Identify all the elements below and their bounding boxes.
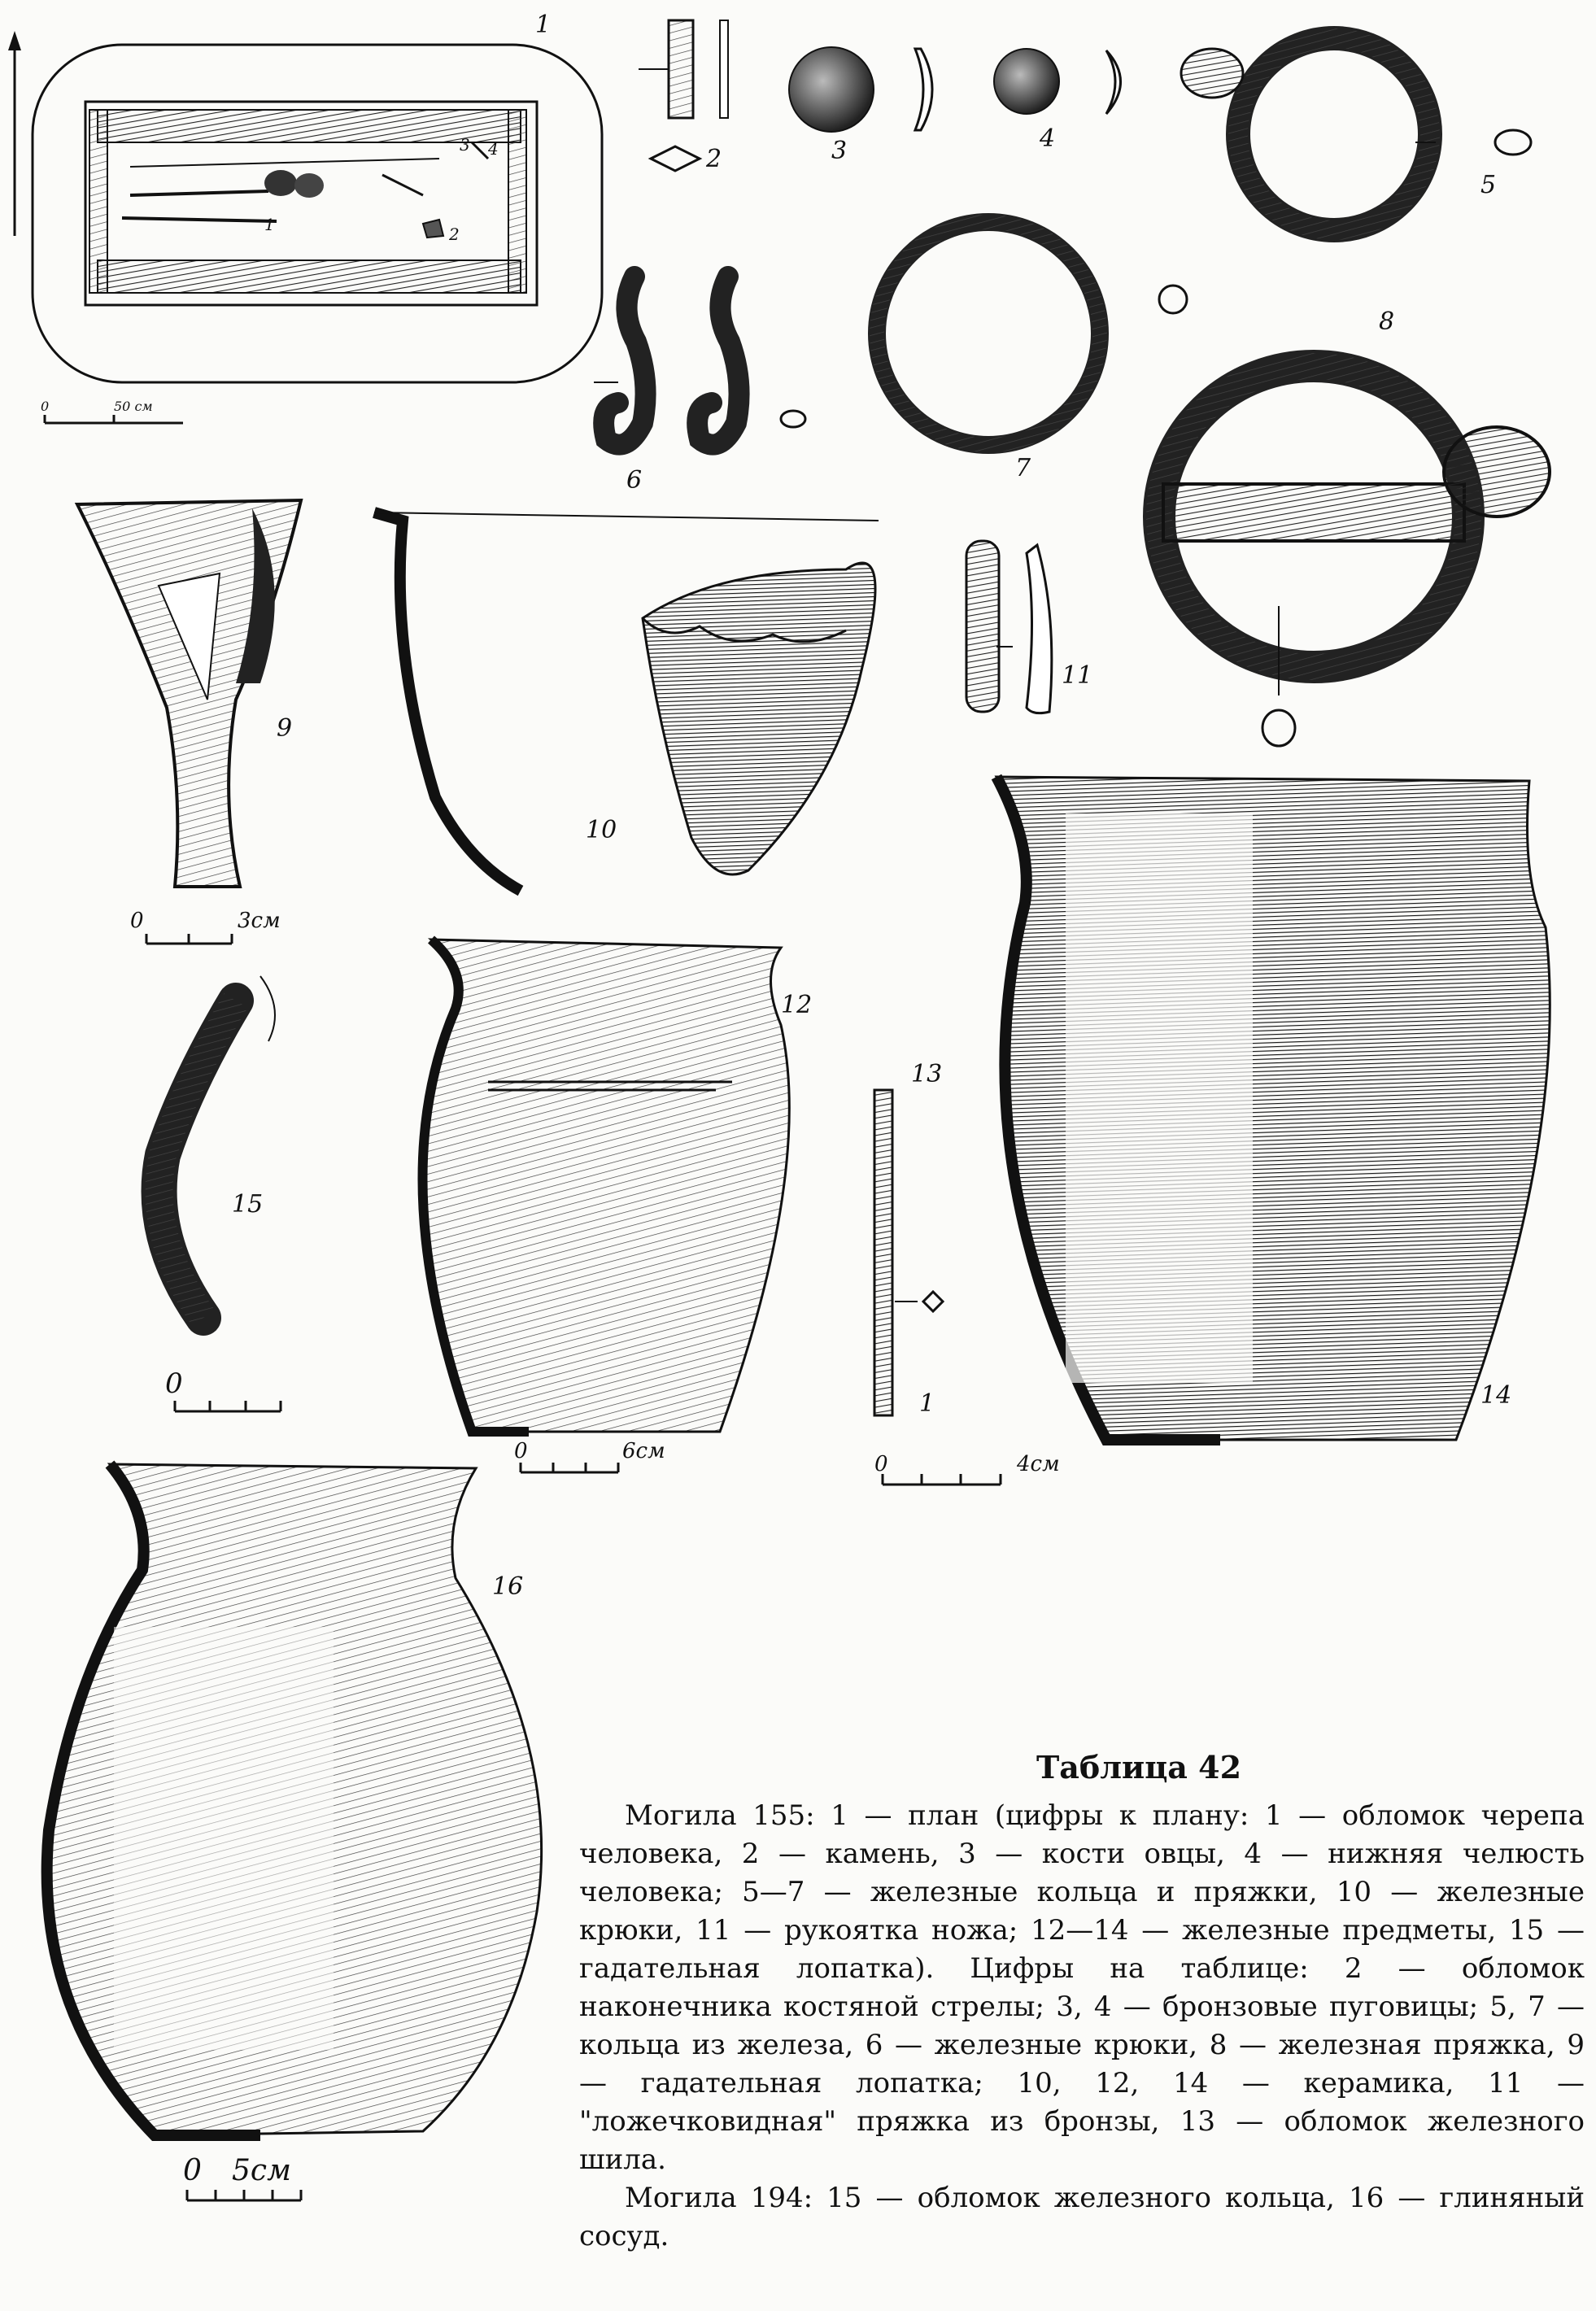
scale-zero: 0 [130,909,144,933]
scale-unit: 6см [622,1439,665,1463]
figure-label-7: 7 [1015,454,1031,482]
plate-caption [579,1749,1585,2256]
plan-marker-4: 4 [488,139,499,159]
scale-zero: 0 [41,399,50,414]
plan-marker-2: 2 [449,225,460,244]
scale-zero: 0 [165,1367,183,1400]
grave-plan [33,11,602,382]
scale-zero: 0 [514,1439,528,1463]
plan-marker-3: 3 [460,135,470,155]
scale-unit: 5см [232,2154,291,2187]
figure-label-3: 3 [831,137,848,165]
bronze-button-large [789,47,932,165]
bronze-button-small [994,49,1121,153]
clay-vessel-16 [47,1464,542,2135]
scale-unit: 50 см [114,399,153,414]
ceramic-pot-14 [996,777,1550,1440]
figure-label-2: 2 [706,145,722,173]
scale-bar-4cm [874,1452,1060,1485]
spoon-shaped-buckle [966,541,1092,713]
figure-label-4: 4 [1040,124,1056,153]
caption-grave-194: Могила 194: 15 — обломок железного кольца, 16 — глиняный сосуд. [579,2182,1585,2252]
figure-label-8: 8 [1379,307,1395,336]
awl-marker-1: 1 [919,1389,935,1418]
figure-label-10: 10 [586,816,617,844]
figure-label-1: 1 [535,11,552,39]
scale-zero: 0 [183,2154,202,2187]
ceramic-fragment-10 [374,512,879,891]
north-arrow [8,31,21,236]
iron-buckle [1159,307,1550,746]
figure-label-15: 15 [232,1190,264,1219]
figure-label-9: 9 [277,714,293,743]
caption-grave-155: Могила 155: 1 — план (цифры к плану: 1 — обломок черепа человека, 2 — камень, 3 — кости овцы, 4 — нижняя челюсть человека; 5—7 — железные кольца и пряжки, 10 — железные крюки, 11 — рукоятка ножа; 12—14 — железные предметы, 15 — гадательная лопатка). Цифры на таблице: 2 — обломок наконечника костяной стрелы; 3, 4 — бронзовые пуговицы; 5, 7 — кольца из железа, 6 — железные крюки, 8 — железная пряжка, 9 — гадательная лопатка; 10, 12, 14 — керамика, 11 — "ложечковидная" пряжка из бронзы, 13 — обломок железного шила. [579,1799,1585,2176]
scale-bar-3cm [130,909,281,944]
iron-hooks [594,277,805,495]
scale-bar-15 [165,1367,281,1411]
scale-bar-plan [41,399,183,423]
bone-arrowhead-fragment [639,20,728,173]
figure-label-6: 6 [626,466,643,495]
scale-bar-6cm [514,1439,665,1472]
scale-zero: 0 [874,1452,888,1476]
scale-bar-5cm [183,2154,301,2200]
figure-label-5: 5 [1480,171,1497,199]
ceramic-pot-12 [423,940,813,1432]
figure-label-13: 13 [911,1060,943,1088]
iron-ring-fragment [159,976,275,1318]
figure-label-14: 14 [1480,1381,1512,1410]
figure-label-16: 16 [492,1572,524,1601]
figure-label-11: 11 [1062,661,1093,690]
iron-awl-fragment [874,1060,943,1418]
divination-scapula [77,500,301,887]
plate-title: Таблица 42 [1036,1749,1242,1786]
scale-unit: 4см [1017,1452,1060,1476]
scale-unit: 3см [238,909,281,933]
figure-label-12: 12 [781,991,813,1019]
plan-marker-1: 1 [264,215,275,234]
iron-ring-7 [877,222,1187,482]
iron-ring-5 [1181,38,1531,230]
